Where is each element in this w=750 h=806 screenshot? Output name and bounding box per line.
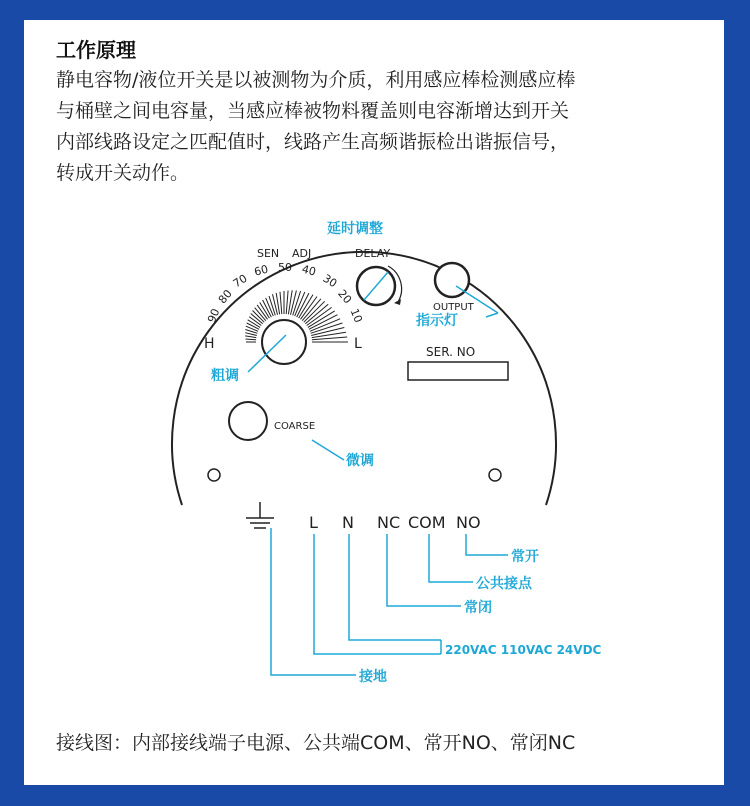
scale-tick: [246, 339, 257, 340]
scale-tick-label: 70: [230, 271, 250, 291]
mounting-hole-left: [208, 469, 220, 481]
scale-tick: [245, 333, 257, 336]
scale-tick-label: 80: [215, 287, 235, 307]
coarse-callout: 粗调: [211, 368, 239, 384]
scale-tick-label: 50: [278, 261, 292, 274]
wiring-caption: 接线图：内部接线端子电源、公共端COM、常开NO、常闭NC: [56, 732, 576, 754]
serno-label: SER. NO: [426, 345, 476, 359]
terminal-com: COM: [408, 513, 446, 532]
terminal-l: L: [309, 513, 318, 532]
n-leader: [349, 534, 441, 640]
output-callout: 指示灯: [416, 313, 458, 329]
scale-tick-label: 30: [320, 271, 340, 291]
scale-tick: [286, 291, 288, 315]
power-callout: 220VAC 110VAC 24VDC: [445, 643, 602, 657]
l-label: L: [354, 336, 362, 352]
serno-box: [408, 362, 508, 380]
description-line: 内部线路设定之匹配值时，线路产生高频谐振检出谐振信号，: [56, 131, 570, 153]
scale-tick: [307, 307, 332, 325]
description-line: 与桶壁之间电容量，当感应棒被物料覆盖则电容渐增达到开关: [56, 100, 570, 122]
coarse-label: COARSE: [274, 421, 316, 432]
l-leader: [314, 534, 441, 654]
scale-tick: [312, 332, 346, 337]
no-callout: 常开: [511, 549, 539, 565]
content-card: [24, 20, 724, 785]
terminal-n: N: [342, 513, 354, 532]
adj-label: ADJ: [292, 247, 312, 260]
ground-callout: 接地: [359, 669, 387, 685]
fine-callout: 微调: [346, 453, 374, 469]
output-label: OUTPUT: [433, 302, 474, 313]
sen-label: SEN: [257, 247, 280, 260]
nc-leader: [387, 534, 461, 606]
wiring-diagram: [24, 20, 724, 720]
delay-arrow-head: [394, 299, 401, 305]
com-callout: 公共接点: [476, 576, 532, 592]
sensitivity-knob[interactable]: [262, 320, 306, 364]
nc-callout: 常闭: [464, 600, 492, 616]
scale-tick-label: 40: [300, 262, 318, 279]
mounting-hole-right: [489, 469, 501, 481]
section-title: 工作原理: [56, 38, 136, 62]
scale-tick-label: 60: [252, 262, 270, 279]
scale-tick: [312, 337, 347, 340]
description-line: 转成开关动作。: [56, 162, 190, 184]
output-callout-line-2: [486, 313, 498, 317]
scale-tick-label: 10: [347, 306, 365, 325]
delay-callout: 延时调整: [327, 221, 383, 237]
scale-tick: [280, 292, 282, 314]
fine-callout-line: [312, 440, 344, 460]
coarse-knob[interactable]: [229, 402, 267, 440]
description-line: 静电容物/液位开关是以被测物为介质，利用感应棒检测感应棒: [56, 69, 576, 91]
scale-tick-label: 90: [205, 306, 223, 325]
terminal-nc: NC: [377, 513, 401, 532]
delay-label: DELAY: [355, 247, 391, 260]
terminal-no: NO: [456, 513, 481, 532]
h-label: H: [204, 336, 215, 352]
no-leader: [466, 534, 508, 555]
scale-tick-label: 20: [335, 287, 355, 307]
scale-tick: [245, 336, 256, 338]
scale-numbers: [205, 261, 365, 325]
